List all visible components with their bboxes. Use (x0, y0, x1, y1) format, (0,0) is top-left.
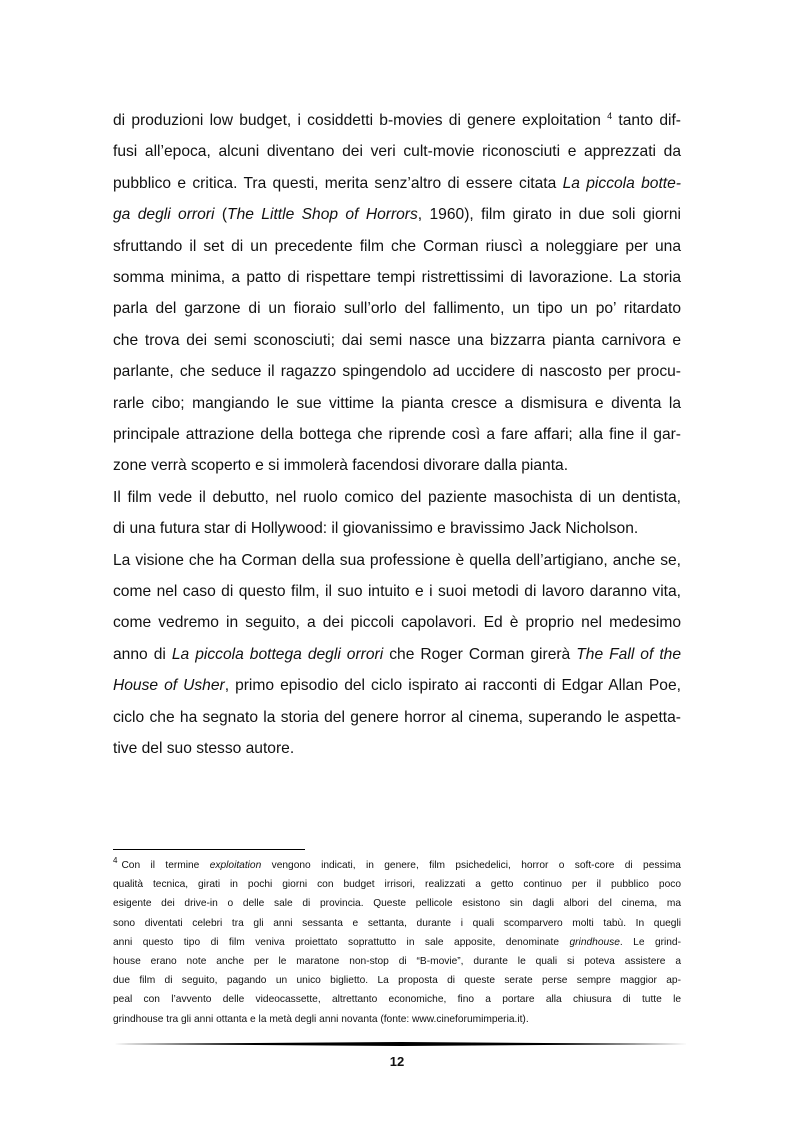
text-line: Il film vede il debutto, nel ruolo comico del paziente masochista di un dentista, (113, 488, 681, 506)
footnote-line: esigente dei drive-in o delle sale di provincia. Queste pellicole esistono sin dagli albori del cinema, ma (113, 898, 681, 910)
film-title: La piccola bottega degli orrori (171, 645, 384, 663)
text-line: zone verrà scoperto e si immolerà facendosi divorare dalla pianta. (113, 457, 569, 475)
footnote-line: due film di seguito, pagando un unico biglietto. La proposta di queste serate perse sempre maggior ap- (113, 975, 681, 987)
film-title-english: House of Usher (113, 677, 225, 695)
text-line: come nel caso di questo film, il suo intuito e i suoi metodi di lavoro daranno vita, (113, 583, 681, 600)
footnote-line: house erano note anche per le maratone non-stop di “B-movie”, durante le quali si poteva assistere a (113, 956, 681, 967)
text-line: di una futura star di Hollywood: il giovanissimo e bravissimo Jack Nicholson. (113, 520, 639, 538)
text-line: anno di La piccola bottega degli orrori che Roger Corman girerà The Fall of the (113, 645, 681, 663)
footnote-separator (113, 849, 305, 850)
text-line: rarle cibo; mangiando le sue vittime la pianta cresce a dismisura e diventa la (113, 394, 681, 412)
footnote-line: qualità tecnica, girati in pochi giorni con budget irrisori, realizzati a getto continuo per il pubblico poco (113, 879, 681, 891)
text-line: ga degli orrori (The Little Shop of Horrors, 1960), film girato in due soli giorni (113, 206, 681, 224)
text-line: ciclo che ha segnato la storia del genere horror al cinema, superando le aspetta- (113, 708, 681, 726)
text-line: pubblico e critica. Tra questi, merita senz’altro di essere citata La piccola botte- (113, 174, 681, 192)
film-title: ga degli orrori (113, 206, 215, 224)
page-number: 12 (389, 1054, 405, 1069)
text-line: La visione che ha Corman della sua professione è quella dell’artigiano, anche se, (113, 551, 681, 569)
footnote-line: sono diventati celebri tra gli anni sessanta e settanta, durante i quali scomparvero molti tabù. In quegli (113, 917, 681, 929)
footnote-term: exploitation (209, 860, 262, 871)
footnote-reference[interactable]: 4 (607, 111, 613, 121)
text-line: parlante, che seduce il ragazzo spingendolo ad uccidere di nascosto per procu- (113, 363, 681, 381)
footer-divider (114, 1042, 688, 1046)
text-line: tive del suo stesso autore. (113, 740, 295, 757)
film-title-english: The Fall of the (576, 645, 681, 663)
text-line: parla del garzone di un fioraio sull’orlo del fallimento, un tipo un po’ ritardato (113, 300, 681, 318)
text-line: fusi all’epoca, alcuni diventano dei veri cult-movie riconosciuti e apprezzati da (113, 143, 681, 161)
text-line: di produzioni low budget, i cosiddetti b-movies di genere exploitation $^4$ tanto dif- (113, 111, 681, 129)
text-line: House of Usher, primo episodio del ciclo ispirato ai racconti di Edgar Allan Poe, (113, 677, 681, 695)
text-line: principale attrazione della bottega che riprende così a fare affari; alla fine il gar- (113, 426, 681, 443)
footnote-line: $^4$ Con il termine exploitation vengono indicati, in genere, film psichedelici, horror o soft-core di pessima (113, 856, 681, 871)
text-line: somma minima, a patto di rispettare tempi ristrettissimi di lavorazione. La storia (113, 269, 681, 286)
footnote-line: anni questo tipo di film veniva proiettato soprattutto in sale apposite, denominate grindhouse. Le grind- (113, 936, 681, 948)
footnote-number: 4 (113, 856, 118, 865)
text-line: sfruttando il set di un precedente film che Corman riuscì a noleggiare per una (113, 237, 681, 255)
footnote-line: peal con l’avvento delle videocassette, altrettanto economiche, fino a portare alla chiusura di tutte le (113, 994, 681, 1006)
footnote-line: grindhouse tra gli anni ottanta e la metà degli anni novanta (fonte: www.cineforumimperia.it). (113, 1013, 529, 1025)
film-title-english: The Little Shop of Horrors (227, 206, 418, 224)
footnote-term: grindhouse (569, 936, 620, 948)
text-line: come vedremo in seguito, a dei piccoli capolavori. Ed è proprio nel medesimo (113, 614, 681, 632)
text-line: che trova dei semi sconosciuti; dai semi nasce una bizzarra pianta carnivora e (113, 331, 681, 349)
film-title: La piccola botte- (562, 174, 681, 192)
